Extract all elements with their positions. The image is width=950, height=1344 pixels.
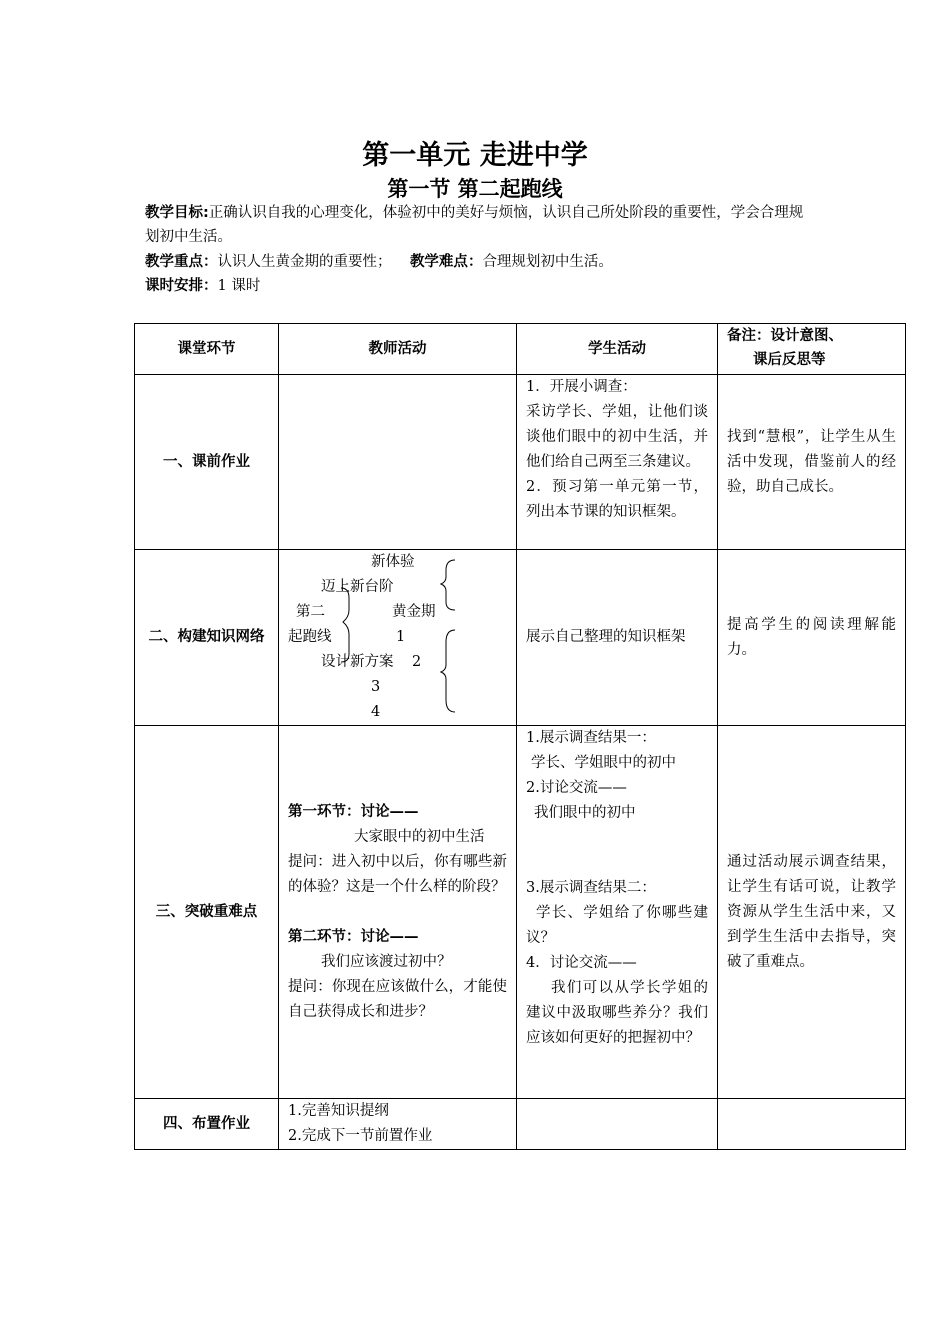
teacher-3: 第一环节：讨论—— 大家眼中的初中生活 提问：进入初中以后，你有哪些新的体验？这是一个什么样的阶段？ 第二环节：讨论—— 我们应该渡过初中？ 提问：你现在应该做什么，才能使自己获得成长和进步？ xyxy=(279,726,517,1099)
header-notes: 备注：设计意图、 课后反思等 xyxy=(718,324,906,375)
student-3: 1.展示调查结果一： 学长、学姐眼中的初中 2.讨论交流—— 我们眼中的初中 3.展示调查结果二： 学长、学姐给了你哪些建议？ 4．讨论交流—— 我们可以从学长学姐的建议中汲取哪些养分？我们应该如何更好的把握初中？ xyxy=(517,726,718,1099)
header-student: 学生活动 xyxy=(517,324,718,375)
student-4 xyxy=(517,1099,718,1150)
hours-text: 1 课时 xyxy=(217,278,261,294)
lesson-table xyxy=(134,323,906,1150)
section-title: 第一节 第二起跑线 xyxy=(387,176,563,201)
stage-2: 二、构建知识网络 xyxy=(135,550,279,726)
note-3: 通过活动展示调查结果，让学生有话可说，让教学资源从学生生活中来，又到学生生活中去指导，突破了重难点。 xyxy=(718,726,906,1099)
teacher-1 xyxy=(279,375,517,550)
header-teacher: 教师活动 xyxy=(279,324,517,375)
class-hours: 课时安排：1 课时 xyxy=(145,278,261,294)
table-row xyxy=(135,1099,906,1150)
difficulty-text: 合理规划初中生活。 xyxy=(482,254,613,270)
table-row xyxy=(135,726,906,1099)
difficulty-label: 教学难点 xyxy=(409,254,468,270)
page-title: 第一单元 走进中学 xyxy=(362,140,588,171)
student-1: 1．开展小调查： 采访学长、学姐，让他们谈谈他们眼中的初中生活，并他们给自己两至三条建议。 2．预习第一单元第一节，列出本节课的知识框架。 xyxy=(517,375,718,550)
stage-1: 一、课前作业 xyxy=(135,375,279,550)
note-4 xyxy=(718,1099,906,1150)
teaching-goal: 教学目标:正确认识自我的心理变化，体验初中的美好与烦恼，认识自己所处阶段的重要性，学会合理规划初中生活。 xyxy=(145,205,804,245)
brace-lines xyxy=(279,550,517,724)
focus-label: 教学重点 xyxy=(145,254,203,270)
note-2: 提高学生的阅读理解能力。 xyxy=(718,550,906,726)
focus-text: 认识人生黄金期的重要性； xyxy=(217,254,392,270)
table-row xyxy=(135,375,906,550)
stage-4: 四、布置作业 xyxy=(135,1099,279,1150)
table-header-row xyxy=(135,324,906,375)
hours-label: 课时安排 xyxy=(145,278,203,294)
goal-text: 正确认识自我的心理变化，体验初中的美好与烦恼，认识自己所处阶段的重要性，学会合理规划初中生活。 xyxy=(145,205,804,245)
teaching-focus: 教学重点：认识人生黄金期的重要性； 教学难点：合理规划初中生活。 xyxy=(145,254,613,270)
student-2: 展示自己整理的知识框架 xyxy=(517,550,718,726)
table-row xyxy=(135,550,906,726)
teacher-4: 1.完善知识提纲 2.完成下一节前置作业 xyxy=(279,1099,517,1150)
goal-label: 教学目标 xyxy=(145,205,203,221)
note-1: 找到“慧根”，让学生从生活中发现，借鉴前人的经验，助自己成长。 xyxy=(718,375,906,550)
stage-3: 三、突破重难点 xyxy=(135,726,279,1099)
header-stage: 课堂环节 xyxy=(135,324,279,375)
knowledge-map: 新体验 迈上新台阶 第二 黄金期 起跑线 1 设计新方案 2 3 4 xyxy=(279,550,517,726)
